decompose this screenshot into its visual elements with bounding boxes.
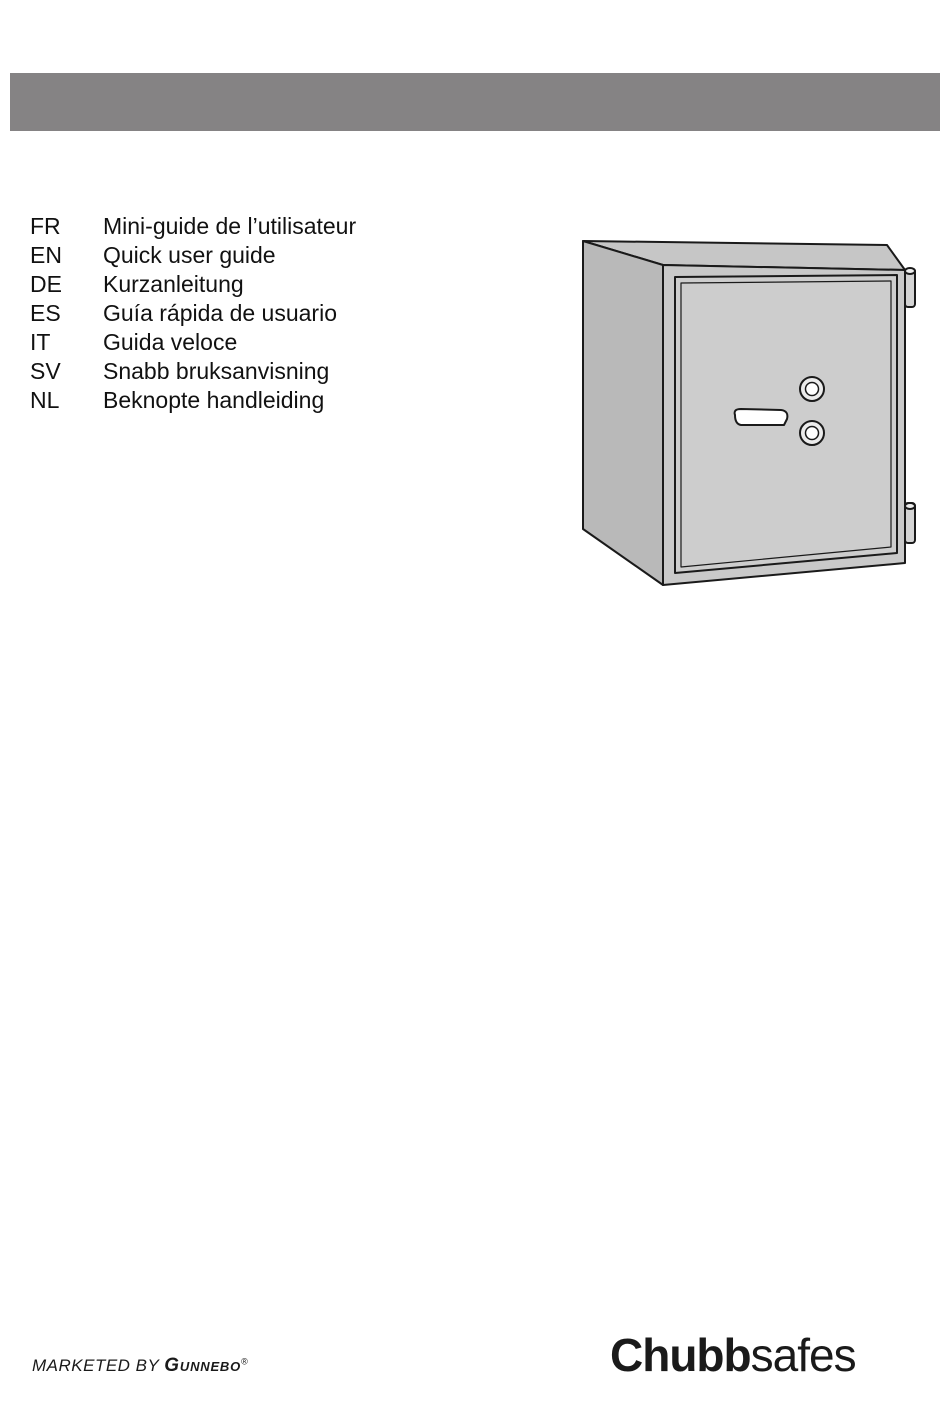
language-item-en: [30, 241, 356, 270]
registered-mark: ®: [241, 1356, 249, 1367]
language-item-de: [30, 270, 356, 299]
language-item-fr: [30, 212, 356, 241]
language-code: EN: [30, 242, 62, 268]
handle-icon: [735, 409, 788, 425]
language-item-it: [30, 328, 356, 357]
hinge-top-icon: [905, 268, 915, 307]
brand-bold: Chubb: [610, 1329, 751, 1381]
language-title: Kurzanleitung: [103, 271, 244, 297]
safe-illustration: [575, 235, 925, 595]
language-code: IT: [30, 329, 51, 355]
language-code: DE: [30, 271, 62, 297]
language-title: Mini-guide de l’utilisateur: [103, 213, 357, 239]
lock-top-icon: [800, 377, 824, 401]
language-item-nl: [30, 386, 356, 415]
safe-door: [675, 275, 897, 573]
language-item-es: [30, 299, 356, 328]
brand-light: safes: [750, 1329, 856, 1381]
language-title: Beknopte handleiding: [103, 387, 325, 413]
language-code: NL: [30, 387, 60, 413]
header-band: [10, 73, 940, 131]
lock-bottom-icon: [800, 421, 824, 445]
safe-side-face: [583, 241, 663, 585]
language-title: Snabb bruksanvisning: [103, 358, 330, 384]
language-list: [30, 212, 356, 415]
gunnebo-logo: Gunnebo: [164, 1355, 242, 1376]
chubbsafes-logo: [610, 1325, 856, 1385]
language-code: ES: [30, 300, 61, 326]
language-item-sv: [30, 357, 356, 386]
marketed-by: [32, 1355, 248, 1377]
language-title: Quick user guide: [103, 242, 276, 268]
marketed-by-label: MARKETED BY: [32, 1356, 160, 1375]
safe-icon: [583, 241, 915, 585]
language-code: SV: [30, 358, 61, 384]
hinge-bottom-icon: [905, 503, 915, 543]
language-code: FR: [30, 213, 61, 239]
language-title: Guía rápida de usuario: [103, 300, 337, 326]
language-title: Guida veloce: [103, 329, 238, 355]
